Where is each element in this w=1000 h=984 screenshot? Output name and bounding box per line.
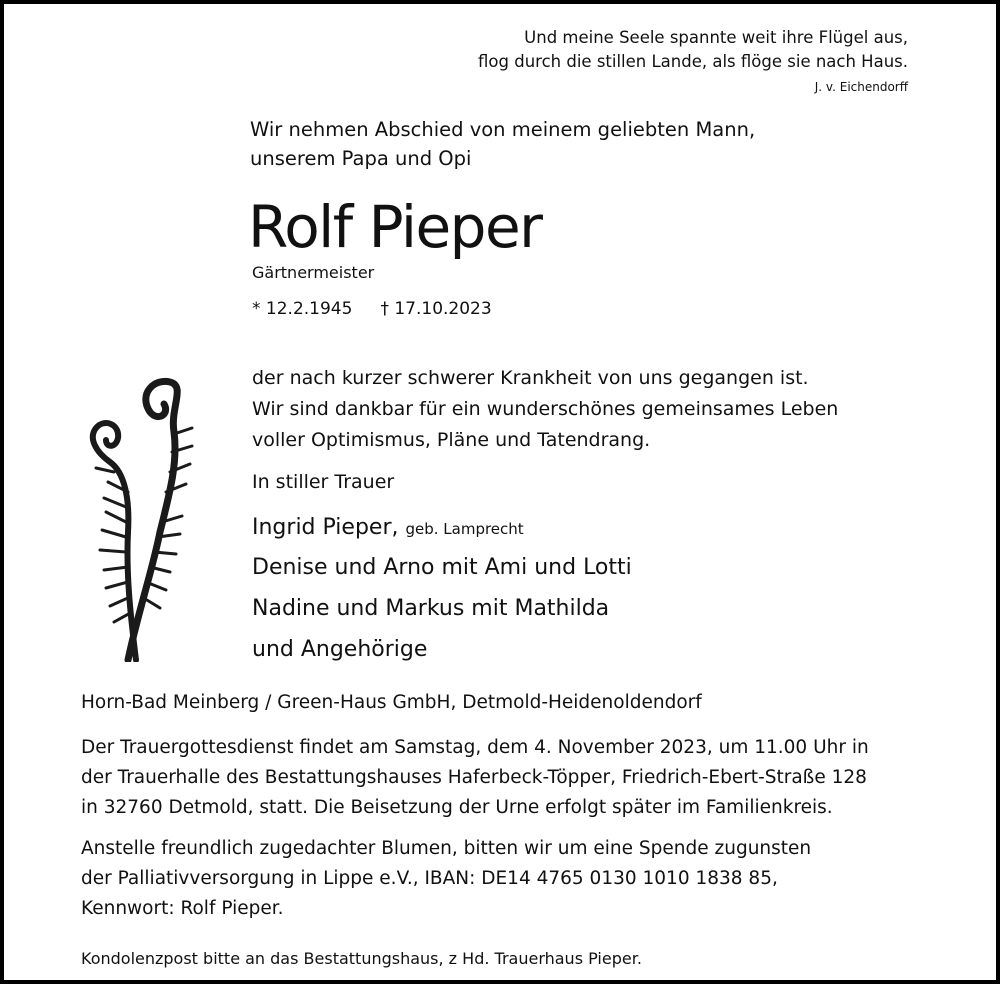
intro-line: unserem Papa und Opi	[250, 147, 472, 170]
location-line: Horn-Bad Meinberg / Green-Haus GmbH, Detmold-Heidenoldendorf	[81, 692, 702, 713]
donation-line: Kennwort: Rolf Pieper.	[81, 898, 284, 919]
spouse-maiden-name: geb. Lamprecht	[405, 520, 524, 538]
spouse-name: Ingrid Pieper,	[252, 515, 399, 540]
condolence-note: Kondolenzpost bitte an das Bestattungshaus, z Hd. Trauerhaus Pieper.	[81, 949, 642, 968]
mourner-line: Denise und Arno mit Ami und Lotti	[252, 555, 632, 580]
tribute-line: Wir sind dankbar für ein wunderschönes gemeinsames Leben	[252, 398, 839, 420]
donation-line: der Palliativversorgung in Lippe e.V., IBAN: DE14 4765 0130 1010 1838 85,	[81, 868, 778, 889]
service-line: in 32760 Detmold, statt. Die Beisetzung der Urne erfolgt später im Familienkreis.	[81, 797, 833, 818]
deceased-profession: Gärtnermeister	[252, 263, 375, 282]
mourner-line: und Angehörige	[252, 637, 428, 662]
fern-frond-icon	[66, 372, 206, 662]
life-dates	[252, 299, 492, 319]
poem-line: flog durch die stillen Lande, als flöge sie nach Haus.	[478, 52, 908, 71]
mourner-line: Nadine und Markus mit Mathilda	[252, 596, 610, 621]
service-line: der Trauerhalle des Bestattungshauses Haferbeck-Töpper, Friedrich-Ebert-Straße 128	[81, 767, 867, 788]
spouse-line	[252, 515, 524, 540]
donation-line: Anstelle freundlich zugedachter Blumen, bitten wir um eine Spende zugunsten	[81, 838, 812, 859]
birth-date: * 12.2.1945	[252, 299, 353, 319]
mourning-heading: In stiller Trauer	[252, 471, 395, 493]
deceased-name: Rolf Pieper	[248, 193, 542, 261]
poem-line: Und meine Seele spannte weit ihre Flügel aus,	[524, 28, 908, 47]
tribute-line: der nach kurzer schwerer Krankheit von uns gegangen ist.	[252, 367, 809, 389]
tribute-line: voller Optimismus, Pläne und Tatendrang.	[252, 429, 651, 451]
intro-line: Wir nehmen Abschied von meinem geliebten Mann,	[250, 118, 756, 141]
death-date: † 17.10.2023	[380, 299, 492, 319]
service-line: Der Trauergottesdienst findet am Samstag, dem 4. November 2023, um 11.00 Uhr in	[81, 737, 869, 758]
poem-author: J. v. Eichendorff	[814, 80, 908, 94]
